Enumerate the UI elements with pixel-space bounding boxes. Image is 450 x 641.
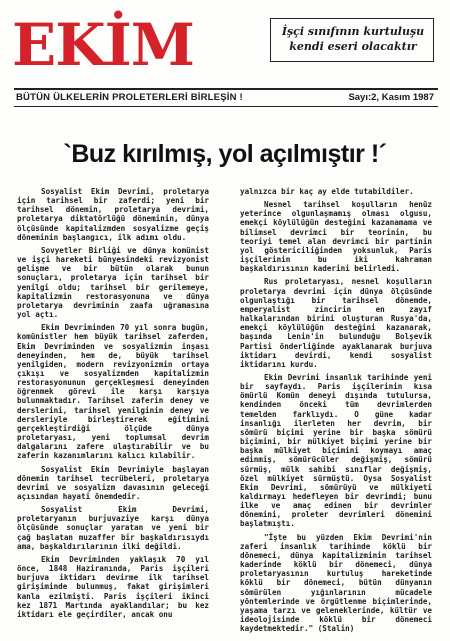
paragraph: Sosyalist Ekim Devrimiyle başlayan dönemin tarihsel tecrübeleri, proletarya devrimi ve sosyalizm davasının geleceği açısından hayati önemdedir. xyxy=(17,464,209,501)
paragraph: Ekim Devriminden 70 yıl sonra bugün, komünistler hem büyük tarihsel zaferden, Ekim Devriminden ve sosyalizmin inşası deneyinden, hem de, büyük tarihsel yenilgiden, modern revizyonizmin ortaya çıkışı ve sosyalizmden kapitalizmin restorasyonunun gerçekleşmesi deneyinden öğrenmek görevi ile karşı karşıya bulunmaktadır. Tarihsel zaferin deney ve derslerini, tarihsel yenilginin deney ve dersleriyle birleştirerek eğitimini gerçekleştirdiği ölçüde dünya proletaryası, yeni toplumsal devrim dalgalarını zafere ulaştırabilir ve bu zaferin kazanımlarını kalıcı kılabilir. xyxy=(17,323,209,461)
paragraph: "İşte bu yüzden Ekim Devrimi'nin zaferi insanlık tarihinde köklü bir dönemeci, dünya kapitalizminin tarihsel kaderinde köklü bir dönemeci, dünya proletaryasının kurtuluş hareketinde köklü bir dönemeci, bütün dünyanın sömürülen yığınlarının mücadele yöntemlerinde ve örgütlenme biçimlerinde, yaşama tarzı ve geleneklerinde, kültür ve ideolojisinde köklü bir dönemeci kaydetmektedir." (Stalin) xyxy=(240,532,432,634)
motto-line-2: kendi eseri olacaktır xyxy=(289,40,417,53)
paragraph: Ekim Devrimi insanlık tarihinde yeni bir sayfaydı. Paris işçilerinin kısa ömürlü Komün deneyi dışında tutulursa, kendinden önceki tüm devrimlerden temelden farklıydı. O güne kadar insanlığı ilerleten her devrim, bir sömürü biçimi yerine bir başka sömürü biçimini, bir mülkiyet biçimi yerine bir başka mülkiyet biçimini koymayı amaç edinmiş, sömürücüler değişmiş, sömürü sürmüş, mülk sahibi sınıflar değişmiş, özel mülkiyet sürmüştü. Oysa Sosyalist Ekim Devrimi, sömürüyü ve mülkiyeti kaldırmayı hedefleyen bir devrimdi; bunu ilke ve amaç edinen bir devrimler dönemini, proleter devrimleri dönemini başlatmıştı. xyxy=(240,372,432,529)
header-rule-top xyxy=(14,88,438,90)
paragraph: Sosyalist Ekim Devrimi, proletaryanın burjuvaziye karşı dünya ölçüsünde sonuçlar yaratan ve yeni bir çağ başlatan muzaffer bir başkaldırısıydı ama, başkaldırılarının ilki değildi. xyxy=(17,505,209,551)
paragraph: Ekim Devriminden yaklaşık 70 yıl önce, 1848 Haziranında, Paris işçileri burjuva iktidarı devirme ilk tarihsel girişiminde bulunmuş, fakat girişimleri kanla ezilmişti. Paris işçileri ikinci kez 1871 Martında ayaklandılar; bu kez iktidarı ele geçirdiler, ancak onu xyxy=(17,554,209,619)
paragraph: yalnızca bir kaç ay elde tutabildiler. xyxy=(240,187,414,196)
article-column-left xyxy=(17,187,209,623)
motto-line-1: İşçi sınıfının kurtuluşu xyxy=(281,25,425,38)
headline: `Buz kırılmış, yol açılmıştır !´ xyxy=(63,140,387,168)
paragraph: Nesnel tarihsel koşulların henüz yeterince olgunlaşmamış olması olgusu, emekçi köylülüğün desteğini kazanamama ve bilimsel devrimci bir teorinin, bu teoriyi temel alan devrimci bir partinin yol göstericiliğinden yoksunluk, Paris işçilerinin bu iki kahraman başkaldırısının kaderini belirledi. xyxy=(240,200,432,274)
paragraph: Rus proletaryası, nesnel koşulların proletarya devrimi için dünya ölçüsünde olgunlaştığı bir tarihsel dönemde, emperyalist zincirin en zayıf halkalarından birini oluşturan Rusya'da, emekçi köylülüğün desteğini kazanarak, başında Lenin'in bulunduğu Bolşevik Partisi önderliğinde ayaklanarak burjuva iktidarı devirdi, kendi sosyalist iktidarını kurdu. xyxy=(240,277,432,369)
issue-number: Sayı:2, Kasım 1987 xyxy=(348,92,434,103)
header-rule-bottom xyxy=(14,106,438,107)
paragraph: Sovyetler Birliği ve dünya komünist ve işçi hareketi bünyesindeki revizyonist gelişme ve bir bütün olarak bunun sonuçları, proletarya için tarihsel bir yenilgi oldu; tarihsel bir gerilemeye, kapitalizmin restorasyonuna ve dünya proletarya devriminin zaafa uğramasına yol açtı. xyxy=(17,245,209,320)
ekim-logo: EKİM xyxy=(12,11,194,79)
article-column-right xyxy=(240,187,432,637)
motto-box xyxy=(270,18,434,62)
slogan: BÜTÜN ÜLKELERİN PROLETERLERİ BİRLEŞİN ! xyxy=(16,92,243,103)
paragraph: Sosyalist Ekim Devrimi, proletarya için tarihsel bir zaferdi; yeni bir tarihsel dönemin, proletarya devrimi, proletarya diktatörlüğü döneminin, dünya ölçüsünde kapitalizmden sosyalizme geçiş döneminin başlangıcı, ilk adımı oldu. xyxy=(17,187,209,242)
